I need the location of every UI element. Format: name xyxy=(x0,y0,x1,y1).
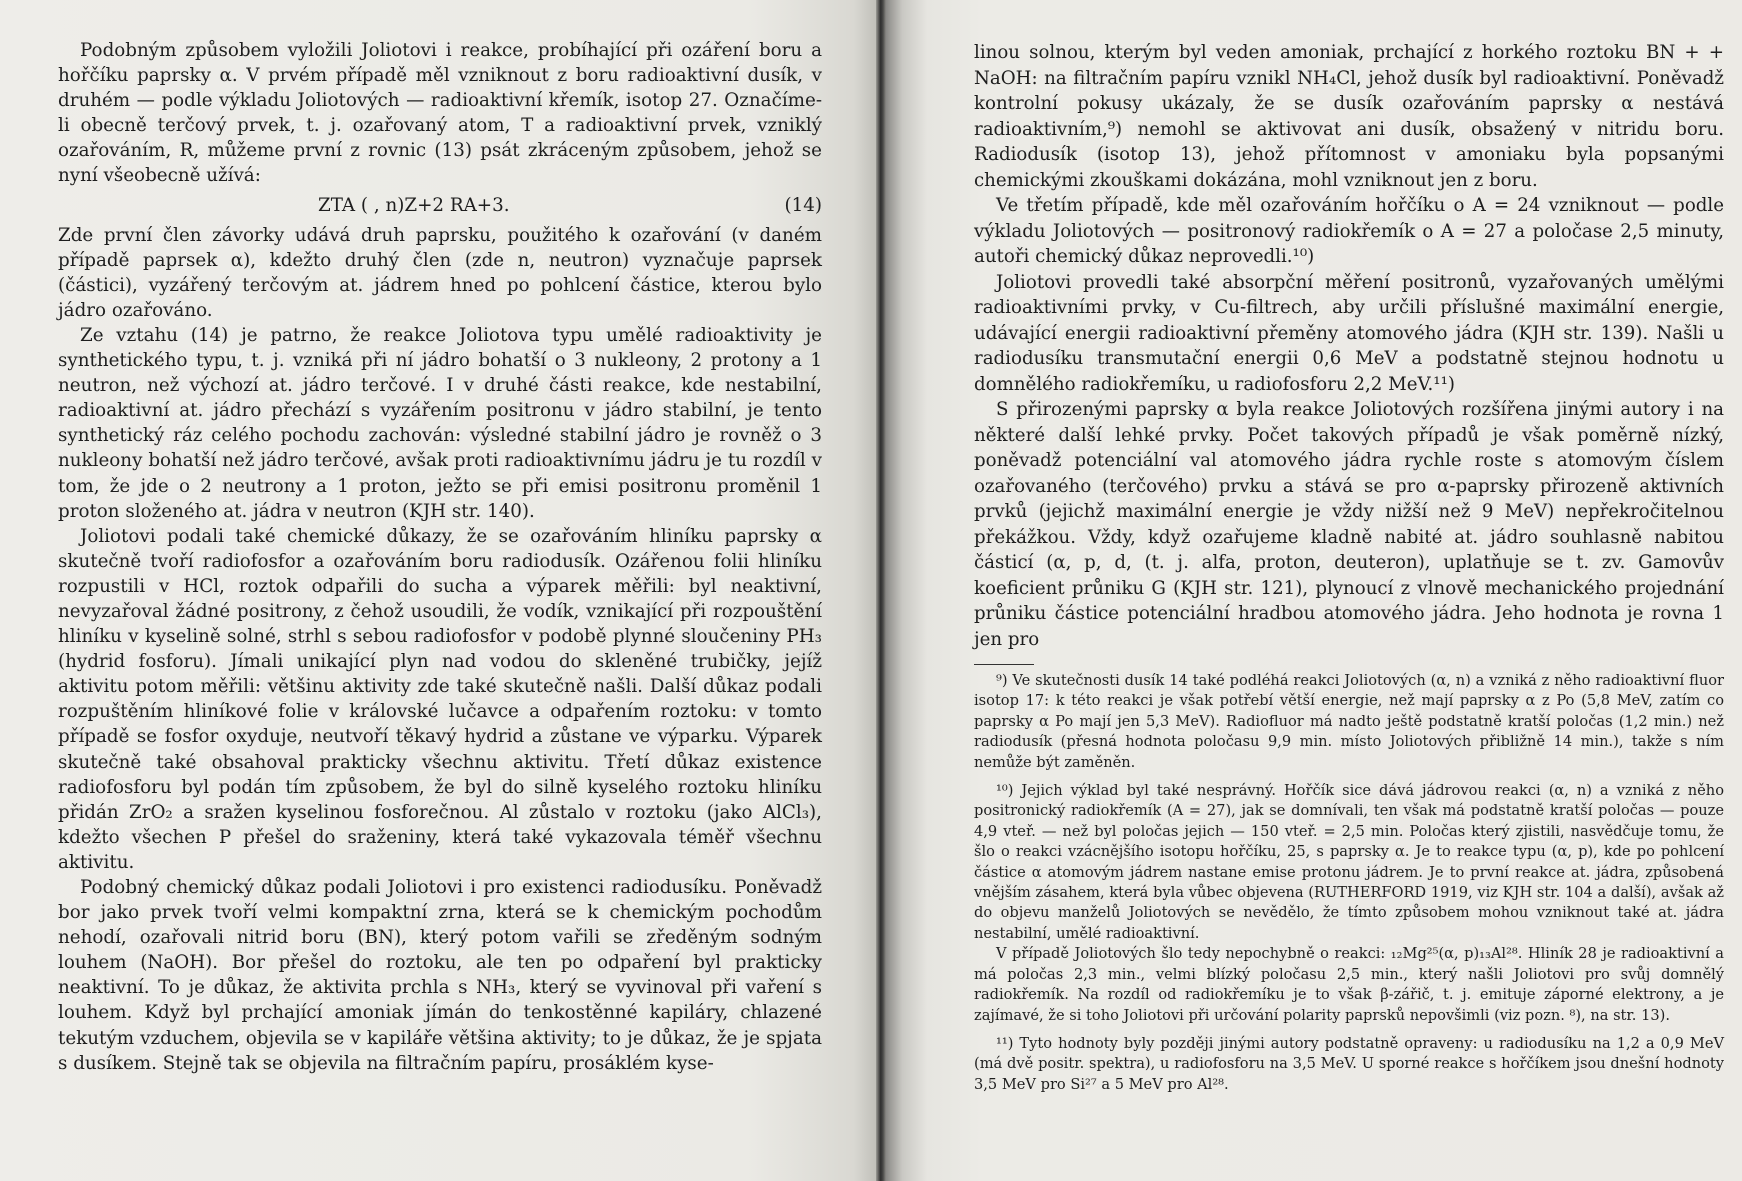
footnotes xyxy=(974,671,1724,1095)
footnote-divider xyxy=(974,664,1034,665)
footnote-10-continued: V případě Joliotových šlo tedy nepochybně o reakci: ₁₂Mg²⁵(α, p)₁₃Al²⁸. Hliník 28 je radioaktivní a má poločas 2,3 min., velmi blízký poločasu 2,5 min., který našli Joliotovi pro svůj domnělý radiokřemík. Na rozdíl od radiokřemíku je to však β-zářič, t. j. emituje záporné elektrony, a je zajímavé, že si toho Joliotovi při určování polarity paprsků nepovšimli (viz pozn. ⁸), na str. 13). xyxy=(974,945,1724,1024)
paragraph: Joliotovi podali také chemické důkazy, že se ozařováním hliníku paprsky α skutečně tvoří radiofosfor a ozařováním boru radiodusík. Ozářenou folii hliníku rozpustili v HCl, roztok odpařili do sucha a výparek měřili: byl neaktivní, nevyzařoval žádné positrony, z čehož usoudili, že vodík, vznikající při rozpouštění hliníku v kyselině solné, strhl s sebou radiofosfor v podobě plynné sloučeniny PH₃ (hydrid fosforu). Jímali unikající plyn nad vodou do skleněné trubičky, jejíž aktivitu potom měřili: většinu aktivity zde také skutečně našli. Další důkaz podali rozpuštěním hliníkové folie v královské lučavce a odpařením roztoku: v tomto případě se fosfor oxyduje, neutvoří těkavý hydrid a zůstane ve výparku. Výparek skutečně také obsahoval prakticky všechnu aktivitu. Třetí důkaz existence radiofosforu byl podán tím způsobem, že byl do silně kyselého roztoku hliníku přidán ZrO₂ a sražen kyselinou fosforečnou. Al zůstalo v roztoku (jako AlCl₃), kdežto všechen P přešel do sraženiny, která také vykazovala téměř všechnu aktivitu. xyxy=(58,525,822,873)
paragraph: Podobný chemický důkaz podali Joliotovi i pro existenci radiodusíku. Poněvadž bor jako prvek tvoří velmi kompaktní zrna, která se k chemickým pochodům nehodí, ozařovali nitrid boru (BN), který potom vařili se zředěným sodným louhem (NaOH). Bor přešel do roztoku, ale ten po odpaření byl prakticky neaktivní. To je důkaz, že aktivita prchla s NH₃, který se vyvinoval při vaření s louhem. Když byl prchající amoniak jímán do tenkostěnné kapiláry, chlazené tekutým vzduchem, objevila se v kapiláře většina aktivity; to je důkaz, že je spjata s dusíkem. Stejně tak se objevila na filtračním papíru, prosáklém kyse- xyxy=(58,877,822,1074)
paragraph: Podobným způsobem vyložili Joliotovi i reakce, probíhající při ozáření boru a hořčíku paprsky α. V prvém případě měl vzniknout z boru radioaktivní dusík, v druhém — podle výkladu Joliotových — radioaktivní křemík, isotop 27. Označíme-li obecně terčový prvek, t. j. ozařovaný atom, T a radioaktivní prvek, vzniklý ozařováním, R, můžeme první z rovnic (13) psát zkráceným způsobem, jehož se nyní všeobecně užívá: xyxy=(58,40,822,187)
right-page-body xyxy=(974,40,1724,652)
book-gutter xyxy=(876,0,886,1181)
paragraph: Ze vztahu (14) je patrno, že reakce Joliotova typu umělé radioaktivity je synthetického typu, t. j. vzniká při ní jádro bohatší o 3 nukleony, 2 protony a 1 neutron, než výchozí at. jádro terčové. I v druhé části reakce, kde nestabilní, radioaktivní at. jádro přechází s vyzářením positronu v jádro stabilní, je tento synthetický ráz celého pochodu zachován: výsledné stabilní jádro je rovněž o 3 nukleony bohatší než jádro terčové, avšak proti radioaktivnímu jádru je tu rozdíl v tom, že jde o 2 neutrony a 1 proton, ježto se při emisi positronu proměnil 1 proton složeného at. jádra v neutron (KJH str. 140). xyxy=(58,324,822,522)
paragraph: linou solnou, kterým byl veden amoniak, prchající z horkého roztoku BN + + NaOH: na filtračním papíru vznikl NH₄Cl, jehož dusík byl radioaktivní. Poněvadž kontrolní pokusy ukázaly, že se dusík ozařováním paprsky α nestává radioaktivním,⁹) nemohl se aktivovat ani dusík, obsažený v nitridu boru. Radiodusík (isotop 13), jehož přítomnost v amoniaku byla popsanými chemickými zkouškami dokázána, mohl vzniknout jen z boru. xyxy=(974,42,1724,191)
footnote-10: ¹⁰) Jejich výklad byl také nesprávný. Hořčík sice dává jádrovou reakci (α, n) a vzniká z něho positronický radiokřemík (A = 27), jak se domnívali, ten však má podstatně kratší poločas — pouze 4,9 vteř. — než byl poločas jejich — 150 vteř. = 2,5 min. Poločas který zjistili, nasvědčuje tomu, že šlo o reakci vzácnějšího isotopu hořčíku, 25, s paprsky α. Je to reakce typu (α, p), kde po pohlcení částice α atomovým jádrem nastane emise protonu jádrem. Je to první reakce at. jádra, způsobená vnějším zásahem, která byla vůbec objevena (RUTHERFORD 1919, viz KJH str. 104 a další), avšak až do objevu manželů Joliotových se nevědělo, že tímto způsobem mohou vzniknout také at. jádra nestabilní, umělé radioaktivní. xyxy=(974,782,1724,942)
equation-14 xyxy=(58,189,822,223)
equation-expression: ZTA ( , n)Z+2 RA+3. xyxy=(318,194,510,216)
paragraph: Ve třetím případě, kde měl ozařováním hořčíku o A = 24 vzniknout — podle výkladu Joliotových — positronový radiokřemík o A = 27 a poločase 2,5 minuty, autoři chemický důkaz neprovedli.¹⁰) xyxy=(974,195,1724,267)
paragraph: Zde první člen závorky udává druh paprsku, použitého k ozařování (v daném případě paprsek α), kdežto druhý člen (zde n, neutron) vyznačuje paprsek (částici), vyzářený terčovým at. jádrem hned po pohlcení částice, kterou bylo jádro ozařováno. xyxy=(58,224,822,321)
equation-number: (14) xyxy=(784,194,822,216)
paragraph: S přirozenými paprsky α byla reakce Joliotových rozšířena jinými autory i na některé další lehké prvky. Počet takových případů je však poměrně nízký, poněvadž potenciální val atomového jádra rychle roste s atomovým číslem ozařovaného (terčového) prvku a stává se pro α-paprsky přirozeně aktivních prvků (jejichž maximální energie je vždy nižší než 9 MeV) nepřekročitelnou překážkou. Vždy, když ozařujeme kladně nabité at. jádro souhlasně nabitou částicí (α, p, d, (t. j. alfa, proton, deuteron), uplatňuje se t. zv. Gamovův koeficient průniku G (KJH str. 121), plynoucí z vlnově mechanického projednání průniku částice potenciální hradbou atomového jádra. Jeho hodnota je rovna 1 jen pro xyxy=(974,399,1724,650)
left-page-body xyxy=(58,38,822,1076)
right-page xyxy=(880,0,1742,1181)
footnote-9: ⁹) Ve skutečnosti dusík 14 také podléhá reakci Joliotových (α, n) a vzniká z něho radioaktivní fluor isotop 17: k této reakci je však potřebí větší energie, než mají paprsky α z Po (5,8 MeV, zatím co paprsky α Po mají jen 5,3 MeV). Radiofluor má nadto ještě podstatně kratší poločas (1,2 min.) než radiodusík (přesná hodnota poločasu 9,9 min. místo Joliotových přibližně 14 min.), takže s ním nemůže být zaměněn. xyxy=(974,672,1724,771)
footnote-11: ¹¹) Tyto hodnoty byly později jinými autory podstatně opraveny: u radiodusíku na 1,2 a 0,9 MeV (má dvě positr. spektra), u radiofosforu na 3,5 MeV. U sporné reakce s hořčíkem jsou dnešní hodnoty 3,5 MeV pro Si²⁷ a 5 MeV pro Al²⁸. xyxy=(974,1034,1724,1093)
paragraph: Joliotovi provedli také absorpční měření positronů, vyzařovaných umělými radioaktivními prvky, v Cu-filtrech, aby určili příslušné maximální energie, udávající energii radioaktivní přeměny atomového jádra (KJH str. 139). Našli u radiodusíku transmutační energii 0,6 MeV a podstatně stejnou hodnotu u domnělého radiokřemíku, u radiofosforu 2,2 MeV.¹¹) xyxy=(974,271,1724,395)
